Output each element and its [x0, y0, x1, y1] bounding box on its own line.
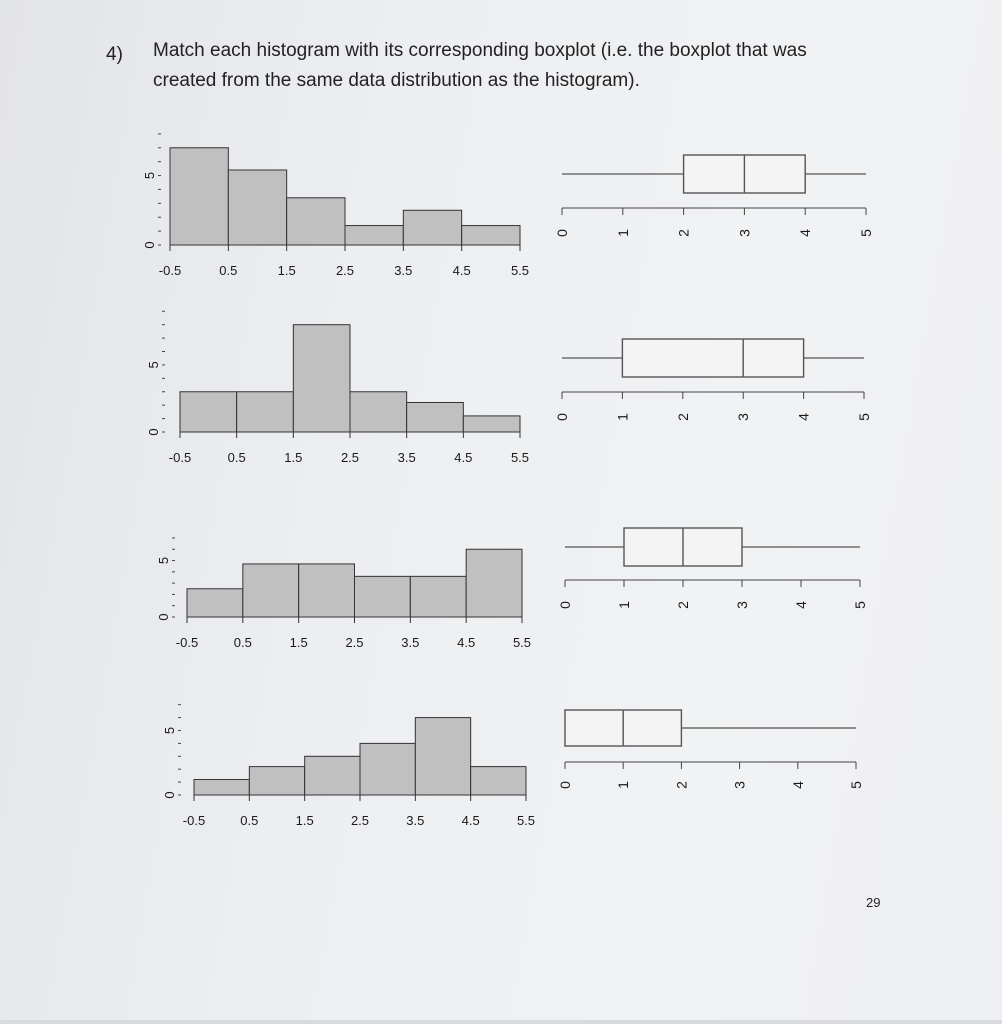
- y-tick-label: 5: [142, 171, 157, 180]
- boxplot-tick-label: 1: [616, 601, 632, 609]
- x-tick-label: 1.5: [289, 635, 308, 650]
- x-tick-label: 2.5: [340, 450, 360, 465]
- x-tick-label: 1.5: [284, 450, 303, 465]
- x-tick-label: 1.5: [295, 813, 314, 828]
- boxplot-tick-label: 0: [554, 413, 570, 421]
- histogram-bar: [407, 402, 464, 432]
- x-tick-label: 1.5: [277, 263, 296, 278]
- x-tick-label: 3.5: [394, 263, 413, 278]
- histogram-4: [162, 705, 535, 828]
- iqr-box: [622, 339, 803, 377]
- boxplot-tick-label: 3: [736, 229, 753, 237]
- x-tick-label: 4.5: [461, 813, 480, 828]
- histogram-bar: [360, 743, 415, 795]
- boxplot-4: [557, 710, 864, 789]
- histogram-bar: [403, 210, 461, 245]
- x-tick-label: 4.5: [454, 450, 473, 465]
- boxplot-1: [554, 155, 874, 237]
- boxplot-tick-label: 4: [795, 413, 812, 421]
- histogram-1: [142, 134, 529, 278]
- histogram-bar: [194, 780, 249, 795]
- x-tick-label: 5.5: [512, 635, 532, 650]
- x-tick-label: 2.5: [345, 635, 364, 650]
- boxplot-tick-label: 3: [734, 601, 750, 609]
- page-number: 29: [866, 895, 881, 910]
- histogram-bar: [471, 767, 526, 795]
- x-tick-label: 3.5: [401, 635, 420, 650]
- histogram-bar: [293, 325, 350, 432]
- boxplot-tick-label: 2: [675, 229, 692, 237]
- x-tick-label: 3.5: [397, 450, 416, 465]
- x-tick-label: 4.5: [452, 263, 471, 278]
- histogram-bar: [228, 170, 286, 245]
- boxplot-tick-label: 0: [554, 229, 570, 237]
- boxplot-tick-label: 2: [675, 601, 691, 609]
- y-tick-label: 5: [162, 726, 177, 735]
- boxplot-tick-label: 1: [614, 229, 631, 237]
- histogram-bar: [299, 564, 355, 617]
- boxplot-tick-label: 0: [557, 781, 573, 789]
- x-tick-label: -0.5: [168, 450, 192, 465]
- boxplot-3: [557, 528, 868, 609]
- boxplot-2: [554, 339, 872, 421]
- y-tick-label: 0: [156, 613, 171, 621]
- y-tick-label: 0: [146, 428, 161, 436]
- histogram-bar: [287, 198, 345, 245]
- question-number: 4): [106, 44, 123, 65]
- boxplot-tick-label: 3: [735, 413, 752, 421]
- histogram-bar: [463, 416, 520, 432]
- x-tick-label: 0.5: [219, 263, 238, 278]
- x-tick-label: 0.5: [240, 813, 259, 828]
- boxplot-tick-label: 1: [614, 413, 631, 421]
- histogram-bar: [462, 226, 520, 245]
- question-text: Match each histogram with its corresponding boxplot (i.e. the boxplot that was created from the same data distribution as the histogram).: [153, 40, 807, 91]
- histogram-bar: [180, 392, 237, 432]
- x-tick-label: 4.5: [457, 635, 476, 650]
- boxplot-tick-label: 5: [856, 413, 872, 421]
- boxplot-tick-label: 4: [797, 229, 814, 237]
- boxplot-tick-label: 2: [673, 781, 690, 789]
- x-tick-label: 0.5: [227, 450, 246, 465]
- boxplot-tick-label: 5: [858, 229, 874, 237]
- boxplot-tick-label: 3: [731, 781, 748, 789]
- boxplot-tick-label: 2: [674, 413, 691, 421]
- histogram-bar: [415, 718, 470, 795]
- histogram-bar: [345, 226, 403, 245]
- x-tick-label: 3.5: [406, 813, 425, 828]
- x-tick-label: 2.5: [335, 263, 355, 278]
- histogram-bar: [170, 148, 228, 245]
- histogram-bar: [410, 576, 466, 617]
- y-tick-label: 5: [146, 361, 161, 369]
- boxplot-tick-label: 1: [615, 781, 632, 789]
- x-tick-label: 0.5: [233, 635, 252, 650]
- histogram-bar: [350, 392, 407, 432]
- histogram-bar: [305, 756, 360, 795]
- histogram-bar: [237, 392, 294, 432]
- x-tick-label: -0.5: [158, 263, 182, 278]
- x-tick-label: 2.5: [350, 813, 370, 828]
- x-tick-label: -0.5: [175, 635, 199, 650]
- x-tick-label: -0.5: [182, 813, 206, 828]
- histogram-bar: [355, 576, 411, 617]
- histogram-bar: [466, 549, 522, 617]
- boxplot-tick-label: 0: [557, 601, 573, 609]
- histogram-3: [156, 538, 531, 650]
- boxplot-tick-label: 4: [793, 601, 809, 609]
- y-tick-label: 5: [156, 556, 171, 565]
- histogram-bar: [243, 564, 299, 617]
- histogram-2: [146, 311, 529, 465]
- histogram-bar: [249, 767, 304, 795]
- y-tick-label: 0: [142, 241, 157, 249]
- x-tick-label: 5.5: [510, 450, 530, 465]
- x-tick-label: 5.5: [516, 813, 536, 828]
- boxplot-tick-label: 5: [848, 781, 864, 789]
- x-tick-label: 5.5: [510, 263, 530, 278]
- histogram-bar: [187, 589, 243, 617]
- y-tick-label: 0: [162, 791, 177, 799]
- boxplot-tick-label: 5: [852, 601, 868, 609]
- boxplot-tick-label: 4: [789, 781, 806, 789]
